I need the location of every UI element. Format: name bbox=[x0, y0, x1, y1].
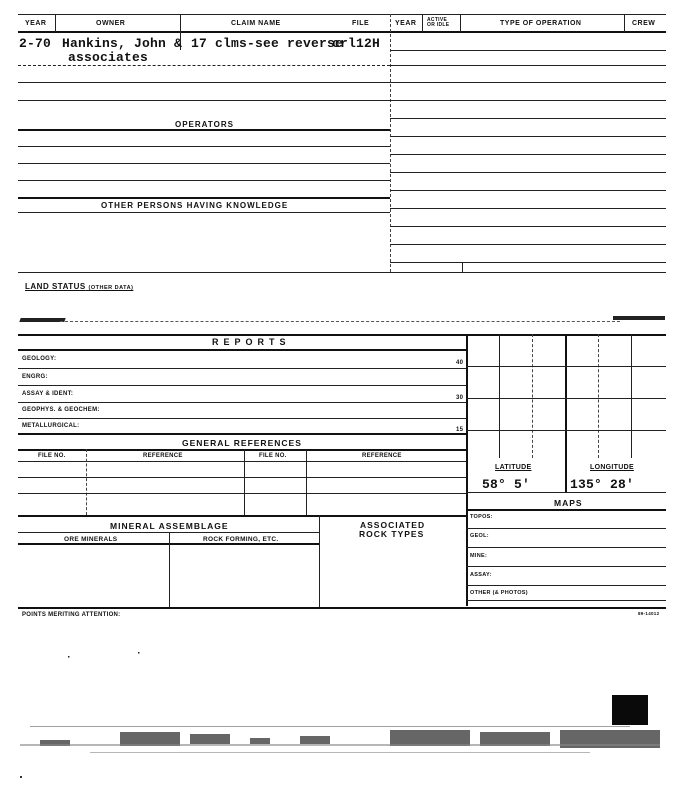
maps-other: OTHER (& PHOTOS) bbox=[470, 590, 528, 596]
reports-top-rule bbox=[18, 334, 666, 336]
right-line bbox=[390, 100, 666, 101]
ore-minerals-label: ORE MINERALS bbox=[64, 536, 118, 543]
header-crew: CREW bbox=[632, 20, 656, 27]
gen-ref-divider bbox=[86, 449, 87, 515]
page-edge bbox=[60, 321, 620, 322]
mineral-bottom-rule bbox=[18, 607, 666, 609]
header-claim-name: CLAIM NAME bbox=[231, 20, 281, 27]
report-label-metallurgical: METALLURGICAL: bbox=[22, 423, 80, 429]
bottom-top-rule bbox=[18, 272, 666, 273]
col-divider-year bbox=[55, 14, 56, 32]
header-year-right: YEAR bbox=[395, 20, 417, 27]
grid-divider bbox=[631, 334, 632, 458]
header-type-of-operation: TYPE OF OPERATION bbox=[500, 20, 582, 27]
col-divider-crew bbox=[624, 14, 625, 32]
col-divider-active bbox=[460, 14, 461, 32]
maps-line bbox=[466, 585, 666, 586]
mineral-divider bbox=[169, 532, 170, 607]
right-line bbox=[390, 154, 666, 155]
right-line bbox=[390, 50, 666, 51]
report-num-assay: 30 bbox=[456, 395, 464, 401]
report-label-engrg: ENGRG: bbox=[22, 374, 48, 380]
entry-year: 2-70 bbox=[19, 36, 52, 51]
entry-claim-name: 17 clms-see reverse bbox=[191, 36, 344, 51]
maps-topos: TOPOS: bbox=[470, 514, 493, 520]
mineral-divider bbox=[319, 515, 320, 607]
grid-divider bbox=[565, 334, 567, 492]
mineral-assemblage-title: MINERAL ASSEMBLAGE bbox=[110, 521, 229, 531]
grid-line bbox=[466, 398, 666, 399]
longitude-value: 135° 28' bbox=[570, 477, 635, 492]
header-year: YEAR bbox=[25, 20, 47, 27]
right-line bbox=[390, 82, 666, 83]
latitude-label: LATITUDE bbox=[495, 464, 532, 471]
gen-ref-bottom-rule bbox=[18, 515, 466, 517]
associated-rock-types-2: ROCK TYPES bbox=[359, 529, 425, 539]
col-divider-year-right bbox=[422, 14, 423, 32]
report-row-line bbox=[18, 385, 466, 386]
right-line bbox=[390, 65, 666, 66]
maps-assay: ASSAY: bbox=[470, 572, 492, 578]
report-row-line bbox=[18, 368, 466, 369]
gen-ref-header-ref1: REFERENCE bbox=[143, 453, 183, 459]
gen-ref-header-file1: FILE NO. bbox=[38, 453, 66, 459]
left-line bbox=[18, 163, 390, 164]
grid-divider bbox=[598, 334, 599, 458]
right-line bbox=[390, 118, 666, 119]
report-num-metallurgical: 15 bbox=[456, 427, 464, 433]
gen-ref-line bbox=[18, 493, 466, 494]
associated-rock-types-1: ASSOCIATED bbox=[360, 520, 426, 530]
gen-ref-divider bbox=[306, 449, 307, 515]
grid-line bbox=[466, 430, 666, 431]
report-label-geology: GEOLOGY: bbox=[22, 356, 57, 362]
right-line bbox=[390, 136, 666, 137]
report-row-line bbox=[18, 418, 466, 419]
rock-forming-label: ROCK FORMING, ETC. bbox=[203, 536, 279, 543]
maps-title: MAPS bbox=[554, 498, 583, 508]
right-line bbox=[390, 190, 666, 191]
small-tick bbox=[462, 262, 463, 272]
entry-file: crl12H bbox=[332, 36, 381, 51]
top-rule bbox=[18, 14, 666, 15]
land-status-note: (OTHER DATA) bbox=[88, 285, 134, 291]
maps-rule bbox=[466, 509, 666, 511]
header-rule bbox=[18, 31, 666, 33]
gen-ref-divider bbox=[244, 449, 245, 515]
header-owner: OWNER bbox=[96, 20, 126, 27]
maps-line bbox=[466, 600, 666, 601]
report-label-assay: ASSAY & IDENT: bbox=[22, 391, 74, 397]
maps-line bbox=[466, 528, 666, 529]
tear-mark-right bbox=[613, 316, 665, 320]
left-line bbox=[18, 100, 390, 101]
land-status-label bbox=[25, 282, 133, 291]
gen-ref-header-ref2: REFERENCE bbox=[362, 453, 402, 459]
maps-geol: GEOL: bbox=[470, 533, 489, 539]
grid-divider bbox=[532, 334, 533, 458]
header-file: FILE bbox=[352, 20, 370, 27]
form-number: 89-14012 bbox=[638, 611, 660, 616]
maps-mine: MINE: bbox=[470, 553, 488, 559]
right-line bbox=[390, 208, 666, 209]
right-line bbox=[390, 172, 666, 173]
grid-divider bbox=[499, 334, 500, 458]
land-status-text: LAND STATUS bbox=[25, 282, 86, 291]
longitude-label: LONGITUDE bbox=[590, 464, 634, 471]
col-divider-main bbox=[390, 14, 391, 272]
right-line bbox=[390, 244, 666, 245]
report-num-geology: 40 bbox=[456, 360, 464, 366]
left-line bbox=[18, 146, 390, 147]
left-line bbox=[18, 180, 390, 181]
scan-noise bbox=[0, 640, 678, 806]
maps-line bbox=[466, 566, 666, 567]
operators-rule bbox=[18, 129, 390, 131]
reports-title: REPORTS bbox=[212, 337, 291, 347]
entry-owner-line2: associates bbox=[68, 50, 149, 65]
report-label-geophys: GEOPHYS. & GEOCHEM: bbox=[22, 407, 100, 413]
left-line bbox=[18, 82, 390, 83]
general-references-title: GENERAL REFERENCES bbox=[182, 438, 302, 448]
other-persons-title: OTHER PERSONS HAVING KNOWLEDGE bbox=[101, 201, 289, 210]
reports-bottom-rule bbox=[18, 433, 466, 435]
report-row-line bbox=[18, 402, 466, 403]
other-persons-rule bbox=[18, 197, 390, 199]
reports-header-rule bbox=[18, 349, 466, 351]
grid-line bbox=[466, 366, 666, 367]
entry-owner-line1: Hankins, John & bbox=[62, 36, 183, 51]
header-active-idle: ACTIVE OR IDLE bbox=[427, 17, 450, 28]
left-line bbox=[18, 65, 390, 66]
gen-ref-line bbox=[18, 477, 466, 478]
left-line bbox=[18, 212, 390, 213]
tear-mark-left bbox=[19, 318, 65, 322]
right-line bbox=[390, 262, 666, 263]
operators-title: OPERATORS bbox=[175, 120, 234, 129]
gen-ref-header-file2: FILE NO. bbox=[259, 453, 287, 459]
points-meriting-attention: POINTS MERITING ATTENTION: bbox=[22, 612, 121, 618]
right-line bbox=[390, 226, 666, 227]
latitude-value: 58° 5' bbox=[482, 477, 531, 492]
maps-line bbox=[466, 547, 666, 548]
coord-rule bbox=[466, 492, 666, 493]
